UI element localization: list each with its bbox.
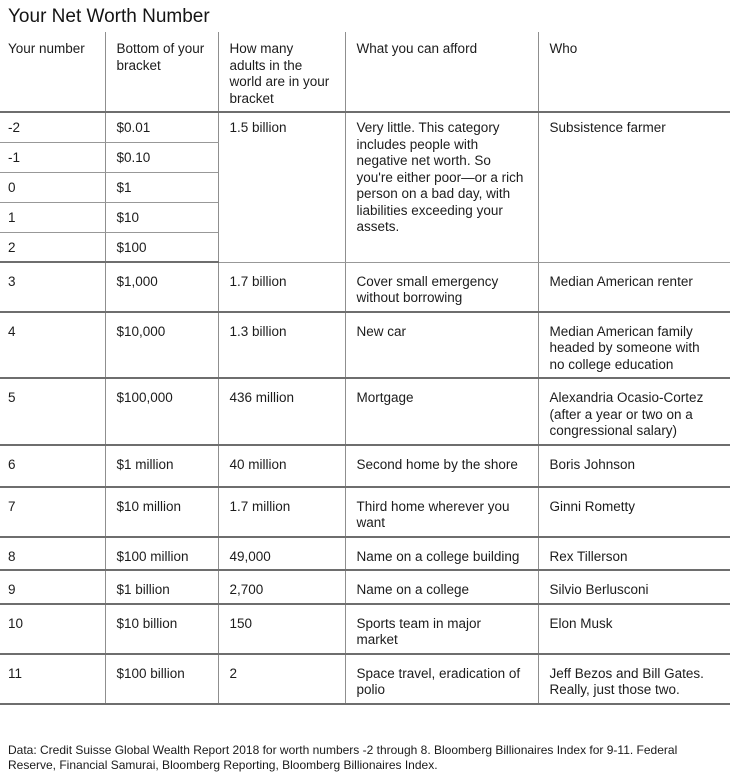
table-row-3	[0, 262, 730, 312]
column-header-adults-in-bracket: How many adults in the world are in your bracket	[218, 32, 345, 112]
cell-number: 5	[0, 378, 105, 445]
cell-number: 4	[0, 312, 105, 379]
cell-who: Ginni Rometty	[538, 487, 730, 537]
cell-bracket: $10,000	[105, 312, 218, 379]
cell-bracket: $1	[105, 172, 218, 202]
column-header-bottom-of-bracket: Bottom of your bracket	[105, 32, 218, 112]
cell-bracket: $1,000	[105, 262, 218, 312]
cell-adults: 40 million	[218, 445, 345, 487]
table-row-9	[0, 570, 730, 604]
cell-bracket: $1 million	[105, 445, 218, 487]
table-row-5	[0, 378, 730, 445]
cell-bracket: $100,000	[105, 378, 218, 445]
page-title: Your Net Worth Number	[8, 6, 210, 27]
cell-afford: Third home wherever you want	[345, 487, 538, 537]
cell-adults: 2	[218, 654, 345, 704]
cell-bracket: $10 million	[105, 487, 218, 537]
cell-adults: 436 million	[218, 378, 345, 445]
cell-who: Silvio Berlusconi	[538, 570, 730, 604]
cell-number: 8	[0, 537, 105, 571]
cell-adults: 1.3 billion	[218, 312, 345, 379]
table-row-6	[0, 445, 730, 487]
cell-who: Alexandria Ocasio-Cortez (after a year or two on a congressional salary)	[538, 378, 730, 445]
cell-number: 9	[0, 570, 105, 604]
cell-bracket: $10	[105, 202, 218, 232]
table-row-minus2	[0, 112, 730, 142]
cell-number: 1	[0, 202, 105, 232]
cell-afford: Name on a college building	[345, 537, 538, 571]
source-note: Data: Credit Suisse Global Wealth Report 2018 for worth numbers -2 through 8. Bloomberg Billionaires Index for 9-11. Federal Reserve, Financial Samurai, Bloomberg Reporting, Bloomberg Billionaires Index.	[8, 742, 678, 772]
cell-number: 7	[0, 487, 105, 537]
cell-number: -2	[0, 112, 105, 142]
cell-who: Median American renter	[538, 262, 730, 312]
cell-who: Elon Musk	[538, 604, 730, 654]
cell-bracket: $10 billion	[105, 604, 218, 654]
table-row-10	[0, 604, 730, 654]
net-worth-table	[0, 32, 730, 705]
column-header-what-you-can-afford: What you can afford	[345, 32, 538, 112]
cell-who: Jeff Bezos and Bill Gates. Really, just those two.	[538, 654, 730, 704]
cell-afford: Mortgage	[345, 378, 538, 445]
cell-adults: 1.7 billion	[218, 262, 345, 312]
cell-number: 2	[0, 232, 105, 262]
header-row	[0, 32, 730, 112]
cell-bracket: $100	[105, 232, 218, 262]
cell-afford: Space travel, eradication of polio	[345, 654, 538, 704]
cell-bracket: $1 billion	[105, 570, 218, 604]
column-header-your-number: Your number	[0, 32, 105, 112]
table-row-11	[0, 654, 730, 704]
cell-number: -1	[0, 142, 105, 172]
cell-afford: Cover small emergency without borrowing	[345, 262, 538, 312]
cell-adults: 150	[218, 604, 345, 654]
cell-who: Rex Tillerson	[538, 537, 730, 571]
cell-afford: Sports team in major market	[345, 604, 538, 654]
cell-number: 3	[0, 262, 105, 312]
cell-afford: New car	[345, 312, 538, 379]
cell-number: 10	[0, 604, 105, 654]
cell-adults: 2,700	[218, 570, 345, 604]
cell-number: 11	[0, 654, 105, 704]
cell-adults: 49,000	[218, 537, 345, 571]
cell-afford: Name on a college	[345, 570, 538, 604]
cell-who: Median American family headed by someone with no college education	[538, 312, 730, 379]
cell-who: Boris Johnson	[538, 445, 730, 487]
cell-bracket: $0.10	[105, 142, 218, 172]
cell-adults-merged: 1.5 billion	[218, 112, 345, 262]
cell-afford-merged: Very little. This category includes people with negative net worth. So you're either poor—or a rich person on a bad day, with liabilities exceeding your assets.	[345, 112, 538, 262]
cell-number: 6	[0, 445, 105, 487]
cell-number: 0	[0, 172, 105, 202]
cell-afford: Second home by the shore	[345, 445, 538, 487]
cell-bracket: $100 billion	[105, 654, 218, 704]
cell-bracket: $0.01	[105, 112, 218, 142]
table-row-8	[0, 537, 730, 571]
cell-bracket: $100 million	[105, 537, 218, 571]
table-row-7	[0, 487, 730, 537]
cell-who-merged: Subsistence farmer	[538, 112, 730, 262]
cell-adults: 1.7 million	[218, 487, 345, 537]
column-header-who: Who	[538, 32, 730, 112]
table-row-4	[0, 312, 730, 379]
